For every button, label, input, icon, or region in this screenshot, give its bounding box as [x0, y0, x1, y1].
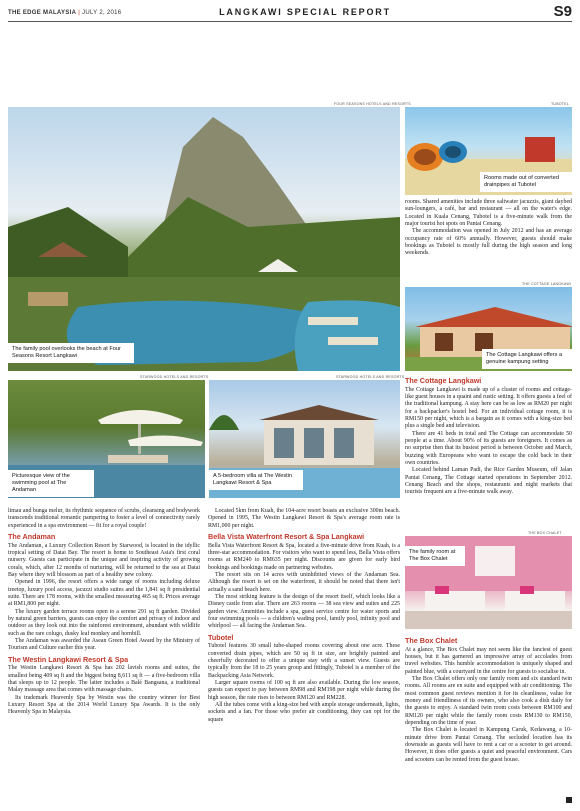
heading-cottage: The Cottage Langkawi: [405, 376, 482, 385]
caption-garden: Picturesque view of the swimming pool at The Andaman: [8, 470, 94, 497]
caption-chalet: The family room at The Box Chalet: [405, 546, 465, 566]
caption-cottage: The Cottage Langkawi offers a genuine kampung setting: [482, 349, 574, 369]
paragraph: The Box Chalet offers only one family room and six standard twin rooms. All rooms are en suite and equipped with air conditioning. The most common guest reviews mention it for its cleanliness, value for money and friendliness of its owners, who also cook a dish daily for the guests to enjoy. A standard twin room costs between RM100 and RM120 per night while the family room costs RM130 to RM150, depending on the time of year.: [405, 675, 572, 726]
resort-pool-illustration: [8, 107, 400, 371]
paragraph: rooms. Shared amenities include three saltwater jacuzzis, giant daybed sun-loungers, a café, bar and restaurant — all on the water's edge. Located in Kuala Cenang, Tubotel is a five-minute walk from the major tourist hot spots on Pantai Cenang.: [405, 199, 572, 228]
paragraph: At a glance, The Box Chalet may not seem like the fanciest of guest houses, but it has garnered an impressive array of accolades from travel websites. This humble accommodation is uniquely shaped and painted blue, with a courtyard in the centre for guests to socialise in.: [405, 646, 572, 675]
paragraph: The most striking feature is the design of the resort itself, which looks like a Disney castle from afar. There are 263 rooms — 38 sea view and suites and 225 garden view. Amenities include a spa, guest service centre for water sports and four swimming pools — a children's wading pool, family pool, infinity pool and whirlpool — all facing the Andaman Sea.: [208, 593, 400, 630]
paragraph: The Cottage Langkawi is made up of a cluster of rooms and cottage-like guest houses in a quaint and rustic setting. It offers guests a feel of the traditional kampung. A stay here can be as low as RM20 per night for a backpacker's hostel bed. For an individual cottage room, it is RM150 per night, which is a bargain as it comes with a king-size bed plus a single bed and television.: [405, 386, 572, 430]
paragraph: The Andaman was awarded the Asean Green Hotel Award by the Ministry of Tourism and Culture earlier this year.: [8, 638, 200, 652]
paragraph: The Box Chalet is located in Kampung Caruk, Kedawang, a 10-minute drive from Pantai Cenang. The secluded location has its downside as guests will have to rent a car or a scooter to get around. However, it does offer guests a quiet and peaceful environment. Cars and scooters can be rented from the guest house.: [405, 727, 572, 763]
paragraph: limau and bunga melur, its rhythmic sequence of scrubs, cleansing and bodywork transcends traditional romantic pampering to foster a level of connectivity rarely experienced in a spa environment — fit for a royal couple!: [8, 508, 200, 529]
paragraph: Opened in 1996, the resort offers a wide range of rooms including deluxe treetop, luxury pool access, jacuzzi studio suites and the 1,841 sq ft presidential suite. There are 178 rooms, with the smallest measuring 465 sq ft. Prices average at RM1,800 per night.: [8, 579, 200, 608]
paragraph: Located behind Laman Padi, the Rice Garden Museum, off Jalan Pantai Cenang, The Cottage started operations in September 2012. Cenang Beach and the shops, restaurants and night markets that tourists frequent are a five-minute walk away.: [405, 467, 572, 496]
publication-name: THE EDGE MALAYSIA: [8, 10, 77, 16]
photo-credit-garden: STARWOOD HOTELS AND RESORTS: [140, 375, 209, 379]
issue-date: JULY 2, 2016: [82, 10, 122, 16]
article-column-4: [405, 634, 572, 764]
paragraph: The resort sits on 14 acres with uninhibited views of the Andaman Sea. Although the resort is set on the waterfront, it should be noted that there isn't actually a sand beach here.: [208, 571, 400, 593]
paragraph: The luxury garden terrace rooms open to a serene 291 sq ft garden. Divided by natural green barriers, guests can enjoy the comfort and privacy of indoor and outdoor as they look out into the rainforest environment, abundant with wildlife such as the rare colugo, dusky leaf monkey and hornbill.: [8, 608, 200, 637]
article-column-2: [208, 508, 400, 724]
photo-credit-rooms: TUBOTEL: [551, 102, 569, 106]
paragraph: The Westin Langkawi Resort & Spa has 202 lavish rooms and suites, the smallest being 409 sq ft and the biggest being 8,611 sq ft — a five-bedroom villa that sleeps up to 12 people. The latter includes a Balé Bangsana, a traditional Malay massage area that comes with massage chairs.: [8, 665, 200, 694]
paragraph: Larger square rooms of 100 sq ft are also available. During the low season, guests can expect to pay between RM98 and RM198 per night while during the high season, the rate rises to between RM120 and RM228.: [208, 679, 400, 701]
heading-westin: The Westin Langkawi Resort & Spa: [8, 654, 129, 664]
paragraph: The Andaman, a Luxury Collection Resort by Starwood, is located in the idyllic tropical setting of Datai Bay. The resort is home to Southeast Asia's first coral nursery. Guests can participate in the unique and inspiring activity of growing corals, which, after 12 months of nurturing, will be returned to the sea at Datai Bay where they will blossom as part of a healthy new colony.: [8, 542, 200, 578]
paragraph: Its trademark Heavenly Spa by Westin was the country winner for Best Luxury Resort Spa at the 2014 World Luxury Spa Awards. It is the only Heavenly Spa in Malaysia.: [8, 694, 200, 716]
header-rule: [8, 21, 572, 22]
photo-credit-villa: STARWOOD HOTELS AND RESORTS: [336, 375, 405, 379]
caption-rooms: Rooms made out of converted drainpipes at Tubotel: [480, 172, 574, 192]
article-column-3-cottage: [405, 374, 572, 497]
masthead: THE EDGE MALAYSIA | JULY 2, 2016: [8, 10, 122, 16]
paragraph: Tubotel features 30 small tube-shaped rooms covering about one acre. These converted drain pipes, which are 50 sq ft in size, are brightly painted and cheerfully decorated to offer a unique stay with a sunset view. Guests are typically from the 18 to 25 years group and fittingly, Tubotel is a member of the Backpacking Asia Network.: [208, 643, 400, 679]
photo-credit-chalet: THE BOX CHALET: [528, 531, 562, 535]
heading-tubotel: Tubotel: [208, 632, 234, 642]
article-column-1: [8, 508, 200, 717]
photo-credit-main: FOUR SEASONS HOTELS AND RESORTS: [334, 102, 411, 106]
page-number: S9: [553, 3, 572, 20]
paragraph: All the tubes come with a king-size bed with ample storage underneath, lights, sockets and a fan. For those who prefer air conditioning, they can opt for the square: [208, 701, 400, 723]
resort-pool-photo: [8, 107, 400, 371]
heading-box-chalet: The Box Chalet: [405, 636, 458, 645]
article-column-3: [405, 199, 572, 258]
end-of-article-mark: [566, 797, 572, 803]
paragraph: Located 5km from Kuah, the 104-acre resort boasts an exclusive 300m beach. Opened in 1995, The Westin Langkawi Resort & Spa's average room rate is RM1,000 per night.: [208, 508, 400, 529]
photo-credit-cottage: THE COTTAGE LANGKAWI: [522, 282, 572, 286]
heading-the-andaman: The Andaman: [8, 532, 56, 542]
caption-main: The family pool overlooks the beach at Four Seasons Resort Langkawi: [8, 343, 134, 363]
paragraph: Bella Vista Waterfront Resort & Spa, located a five-minute drive from Kuah, is a three-star accommodation. For visitors who want to spend less, Bella Vista offers rooms at RM240 to RM635 per night. Discounts are given for early bird bookings and bookings made on partnering websites.: [208, 542, 400, 571]
section-title: LANGKAWI SPECIAL REPORT: [219, 7, 391, 17]
paragraph: The accommodation was opened in July 2012 and has an average occupancy rate of 60% annually. However, guests should make bookings as Tubotel is mostly full during the high season and long weekends.: [405, 228, 572, 257]
paragraph: There are 41 beds in total and The Cottage can accommodate 50 people at a time. About 90% of its guests are foreigners. It comes as no surprise then that its busiest period is between October and March, buzzing with Europeans who want to escape the cold back in their own countries.: [405, 430, 572, 466]
heading-bella-vista: Bella Vista Waterfront Resort & Spa Langkawi: [208, 532, 365, 542]
caption-villa: A 5-bedroom villa at The Westin Langkawi Resort & Spa: [209, 470, 303, 490]
